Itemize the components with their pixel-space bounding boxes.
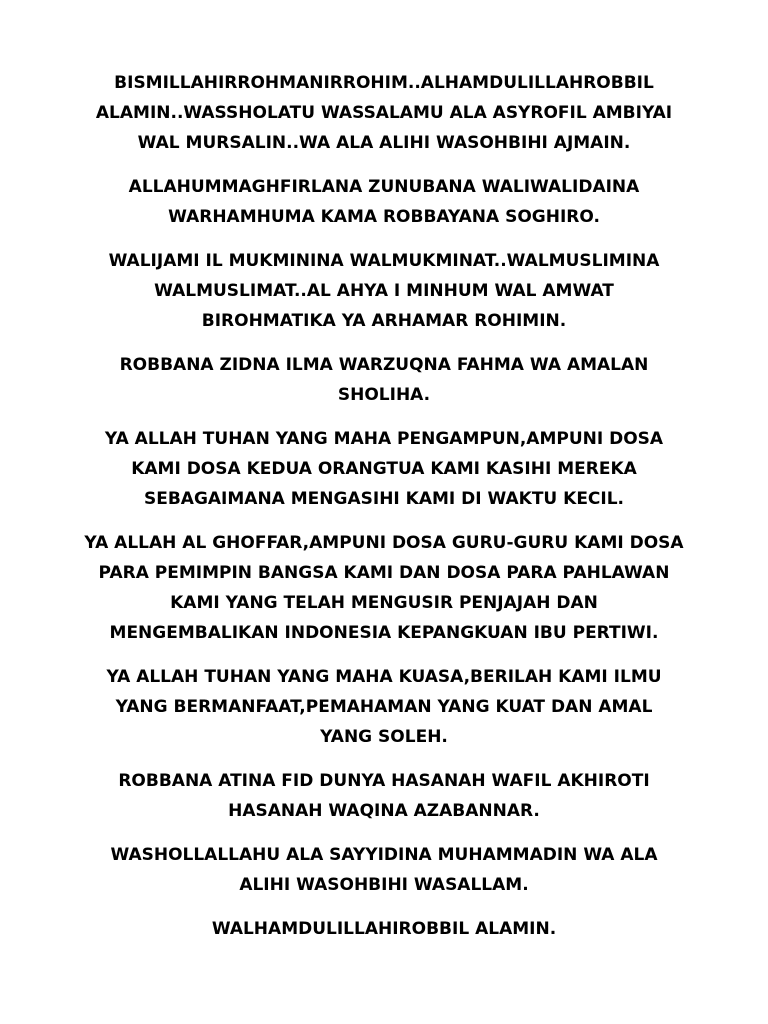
- paragraph-forgive-parents-indonesian: YA ALLAH TUHAN YANG MAHA PENGAMPUN,AMPUNI DOSA KAMI DOSA KEDUA ORANGTUA KAMI KASIHI MEREKA SEBAGAIMANA MENGASIHI KAMI DI WAKTU KECIL.: [104, 429, 664, 509]
- paragraph-forgiveness-parents: ALLAHUMMAGHFIRLANA ZUNUBANA WALIWALIDAINA WARHAMHUMA KAMA ROBBAYANA SOGHIRO.: [128, 177, 640, 227]
- paragraph-closing: WALHAMDULILLAHIROBBIL ALAMIN.: [211, 919, 557, 939]
- paragraph-salawat: WASHOLLALLAHU ALA SAYYIDINA MUHAMMADIN WA ALA ALIHI WASOHBIHI WASALLAM.: [110, 845, 658, 895]
- paragraph-opening: BISMILLAHIRROHMANIRROHIM..ALHAMDULILLAHROBBIL ALAMIN..WASSHOLATU WASSALAMU ALA ASYROFIL AMBIYAI WAL MURSALIN..WA ALA ALIHI WASOHBIHI AJMAIN.: [95, 73, 673, 153]
- paragraph-forgive-teachers-leaders: YA ALLAH AL GHOFFAR,AMPUNI DOSA GURU-GURU KAMI DOSA PARA PEMIMPIN BANGSA KAMI DAN DOSA PARA PAHLAWAN KAMI YANG TELAH MENGUSIR PENJAJAH DAN MENGEMBALIKAN INDONESIA KEPANGKUAN IBU PERTIWI.: [84, 533, 684, 643]
- paragraph-believers: WALIJAMI IL MUKMININA WALMUKMINAT..WALMUSLIMINA WALMUSLIMAT..AL AHYA I MINHUM WAL AMWAT BIROHMATIKA YA ARHAMAR ROHIMIN.: [108, 251, 660, 331]
- paragraph-knowledge: ROBBANA ZIDNA ILMA WARZUQNA FAHMA WA AMALAN SHOLIHA.: [119, 355, 649, 405]
- paragraph-dunya-akhirat: ROBBANA ATINA FID DUNYA HASANAH WAFIL AKHIROTI HASANAH WAQINA AZABANNAR.: [118, 771, 650, 821]
- paragraph-useful-knowledge: YA ALLAH TUHAN YANG MAHA KUASA,BERILAH KAMI ILMU YANG BERMANFAAT,PEMAHAMAN YANG KUAT DAN AMAL YANG SOLEH.: [106, 667, 662, 747]
